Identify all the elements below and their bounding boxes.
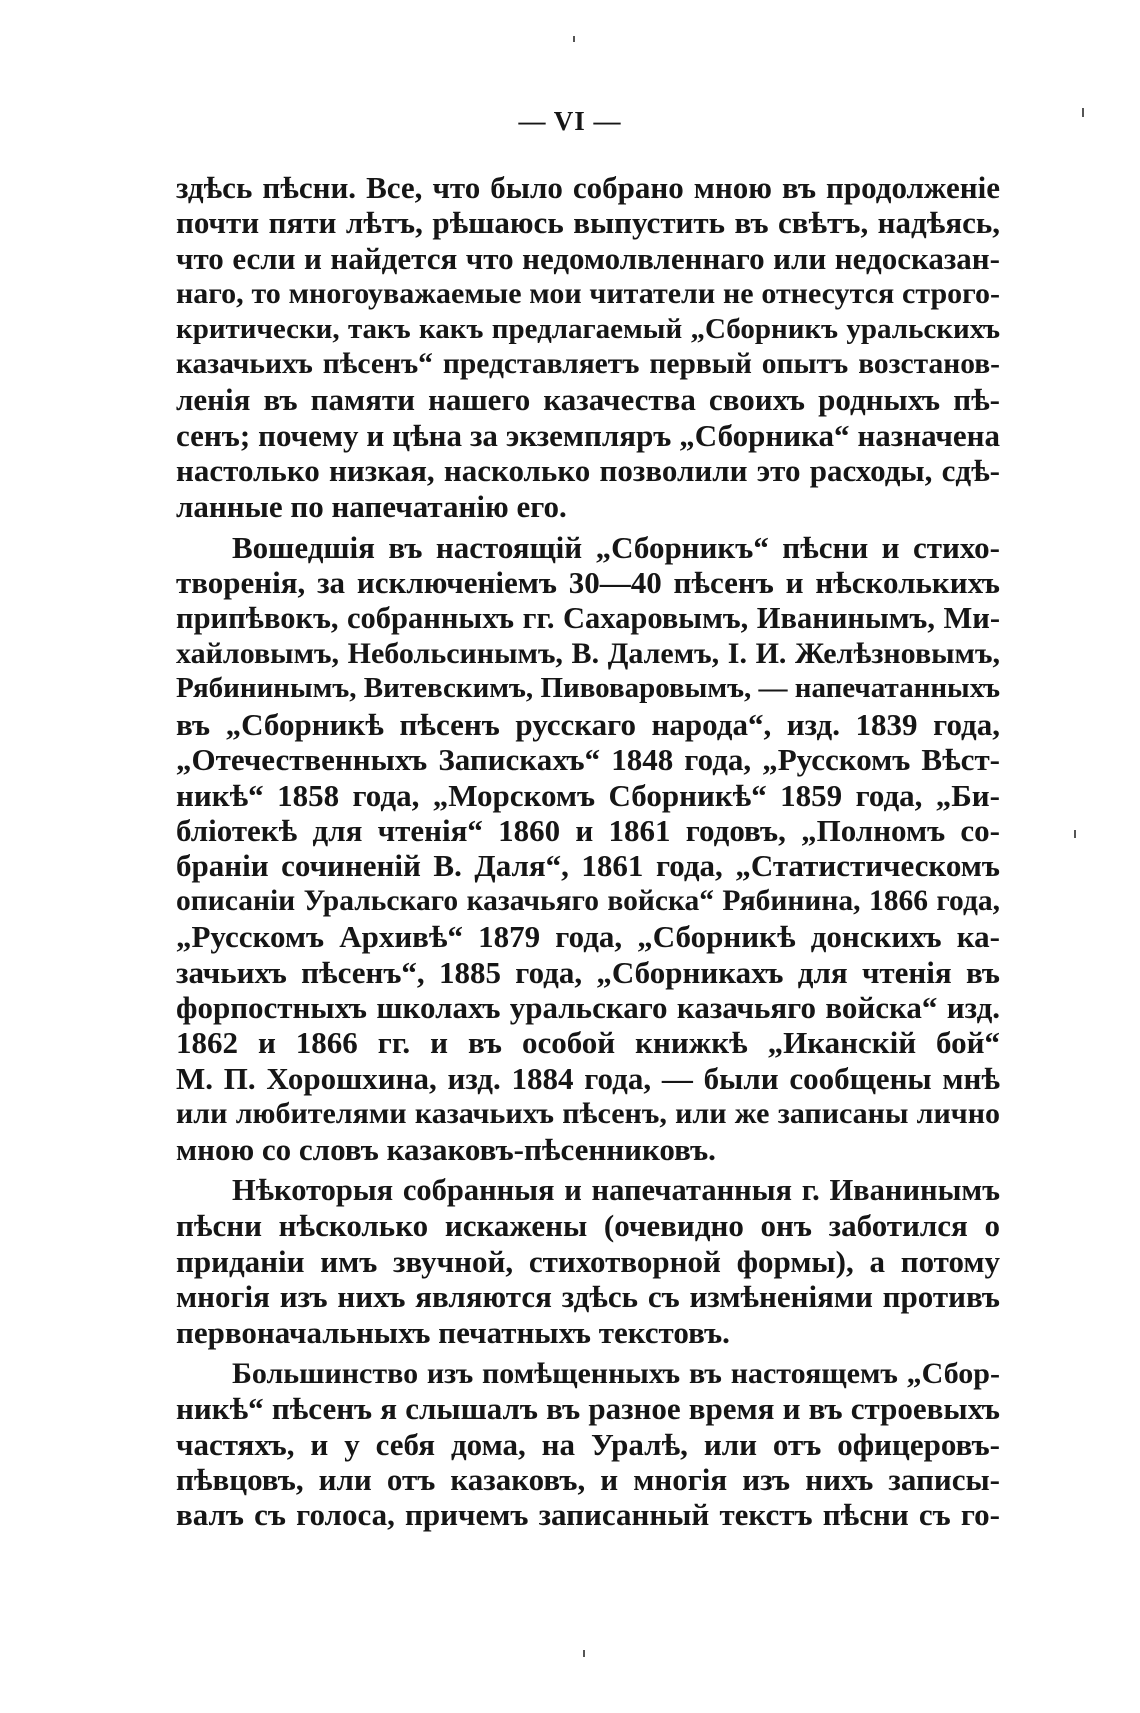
text-line: Нѣкоторыя собранныя и напечатанныя г. Иванинымъ bbox=[232, 1172, 1000, 1207]
text-line: сенъ; почему и цѣна за экземпляръ „Сборника“ назначена bbox=[176, 417, 1000, 453]
text-line: первоначальныхъ печатныхъ текстовъ. bbox=[176, 1314, 730, 1350]
text-line: творенія, за исключеніемъ 30—40 пѣсенъ и нѣсколькихъ bbox=[176, 565, 1000, 601]
paragraph-3 bbox=[176, 1173, 1000, 1350]
text-line: приданіи имъ звучной, стихотворной формы), а потому bbox=[176, 1243, 1000, 1279]
text-line: М. П. Хорошхина, изд. 1884 года, — были сообщены мнѣ bbox=[176, 1060, 1000, 1096]
text-line: „Отечественныхъ Запискахъ“ 1848 года, „Русскомъ Вѣст- bbox=[176, 742, 1000, 778]
text-line: никѣ“ 1858 года, „Морскомъ Сборникѣ“ 1859 года, „Би- bbox=[176, 777, 1000, 813]
text-line: въ „Сборникѣ пѣсенъ русскаго народа“, изд. 1839 года, bbox=[176, 706, 1000, 742]
text-line: настолько низкая, насколько позволили это расходы, сдѣ- bbox=[176, 453, 1000, 489]
text-line: ланные по напечатанію его. bbox=[176, 488, 567, 524]
paragraph-4 bbox=[176, 1356, 1000, 1533]
text-line: Рябининымъ, Витевскимъ, Пивоваровымъ, — напечатанныхъ bbox=[176, 672, 1000, 705]
scan-speck bbox=[1082, 108, 1084, 117]
text-line: казачьихъ пѣсенъ“ представляетъ первый опытъ возстанов- bbox=[176, 347, 1000, 380]
text-line: припѣвокъ, собранныхъ гг. Сахаровымъ, Иванинымъ, Ми- bbox=[176, 600, 1000, 635]
text-line: 1862 и 1866 гг. и въ особой книжкѣ „Иканскій бой“ bbox=[176, 1025, 1000, 1061]
paragraph-2 bbox=[176, 530, 1000, 1167]
text-line: многія изъ нихъ являются здѣсь съ измѣненіями противъ bbox=[176, 1279, 1000, 1315]
scan-speck bbox=[573, 36, 575, 42]
text-line: бліотекѣ для чтенія“ 1860 и 1861 годовъ, „Полномъ со- bbox=[176, 813, 1000, 849]
text-line: браніи сочиненій В. Даля“, 1861 года, „Статистическомъ bbox=[176, 848, 1000, 884]
page-number: — VI — bbox=[518, 106, 622, 136]
text-line: что если и найдется что недомолвленнаго или недосказан- bbox=[176, 240, 1000, 276]
text-line: пѣсни нѣсколько искажены (очевидно онъ заботился о bbox=[176, 1208, 1000, 1244]
text-line: ленія въ памяти нашего казачества своихъ родныхъ пѣ- bbox=[176, 382, 1000, 418]
text-line: пѣвцовъ, или отъ казаковъ, и многія изъ нихъ записы- bbox=[176, 1462, 1000, 1498]
text-line: никѣ“ пѣсенъ я слышалъ въ разное время и въ строевыхъ bbox=[176, 1391, 1000, 1427]
text-line: почти пяти лѣтъ, рѣшаюсь выпустить въ свѣтъ, надѣясь, bbox=[176, 205, 1000, 241]
text-line: зачьихъ пѣсенъ“, 1885 года, „Сборникахъ для чтенія въ bbox=[176, 954, 1000, 990]
text-line: мною со словъ казаковъ-пѣсенниковъ. bbox=[176, 1131, 716, 1167]
text-line: наго, то многоуважаемые мои читатели не отнесутся строго- bbox=[176, 277, 1000, 311]
paragraph-1 bbox=[176, 170, 1000, 524]
text-line: хайловымъ, Небольсинымъ, В. Далемъ, І. И. Желѣзновымъ, bbox=[176, 637, 1000, 671]
text-line: Вошедшія въ настоящій „Сборникъ“ пѣсни и стихо- bbox=[232, 529, 1000, 565]
text-line: „Русскомъ Архивѣ“ 1879 года, „Сборникѣ донскихъ ка- bbox=[176, 919, 1000, 955]
text-line: описаніи Уральскаго казачьяго войска“ Рябинина, 1866 года, bbox=[176, 884, 1000, 917]
text-line: валъ съ голоса, причемъ записанный текстъ пѣсни съ го- bbox=[176, 1497, 1000, 1533]
body-text bbox=[176, 170, 1000, 1539]
text-line: форпостныхъ школахъ уральскаго казачьяго войска“ изд. bbox=[176, 989, 1000, 1025]
scan-speck bbox=[1074, 830, 1076, 838]
scan-speck bbox=[583, 1650, 585, 1657]
text-line: Большинство изъ помѣщенныхъ въ настоящемъ „Сбор- bbox=[232, 1356, 1000, 1390]
text-line: частяхъ, и у себя дома, на Уралѣ, или отъ офицеровъ- bbox=[176, 1426, 1000, 1462]
text-line: критически, такъ какъ предлагаемый „Сборникъ уральскихъ bbox=[176, 312, 1000, 345]
text-line: здѣсь пѣсни. Все, что было собрано мною въ продолженіе bbox=[176, 170, 1000, 205]
text-line: или любителями казачьихъ пѣсенъ, или же записаны лично bbox=[176, 1097, 1000, 1131]
